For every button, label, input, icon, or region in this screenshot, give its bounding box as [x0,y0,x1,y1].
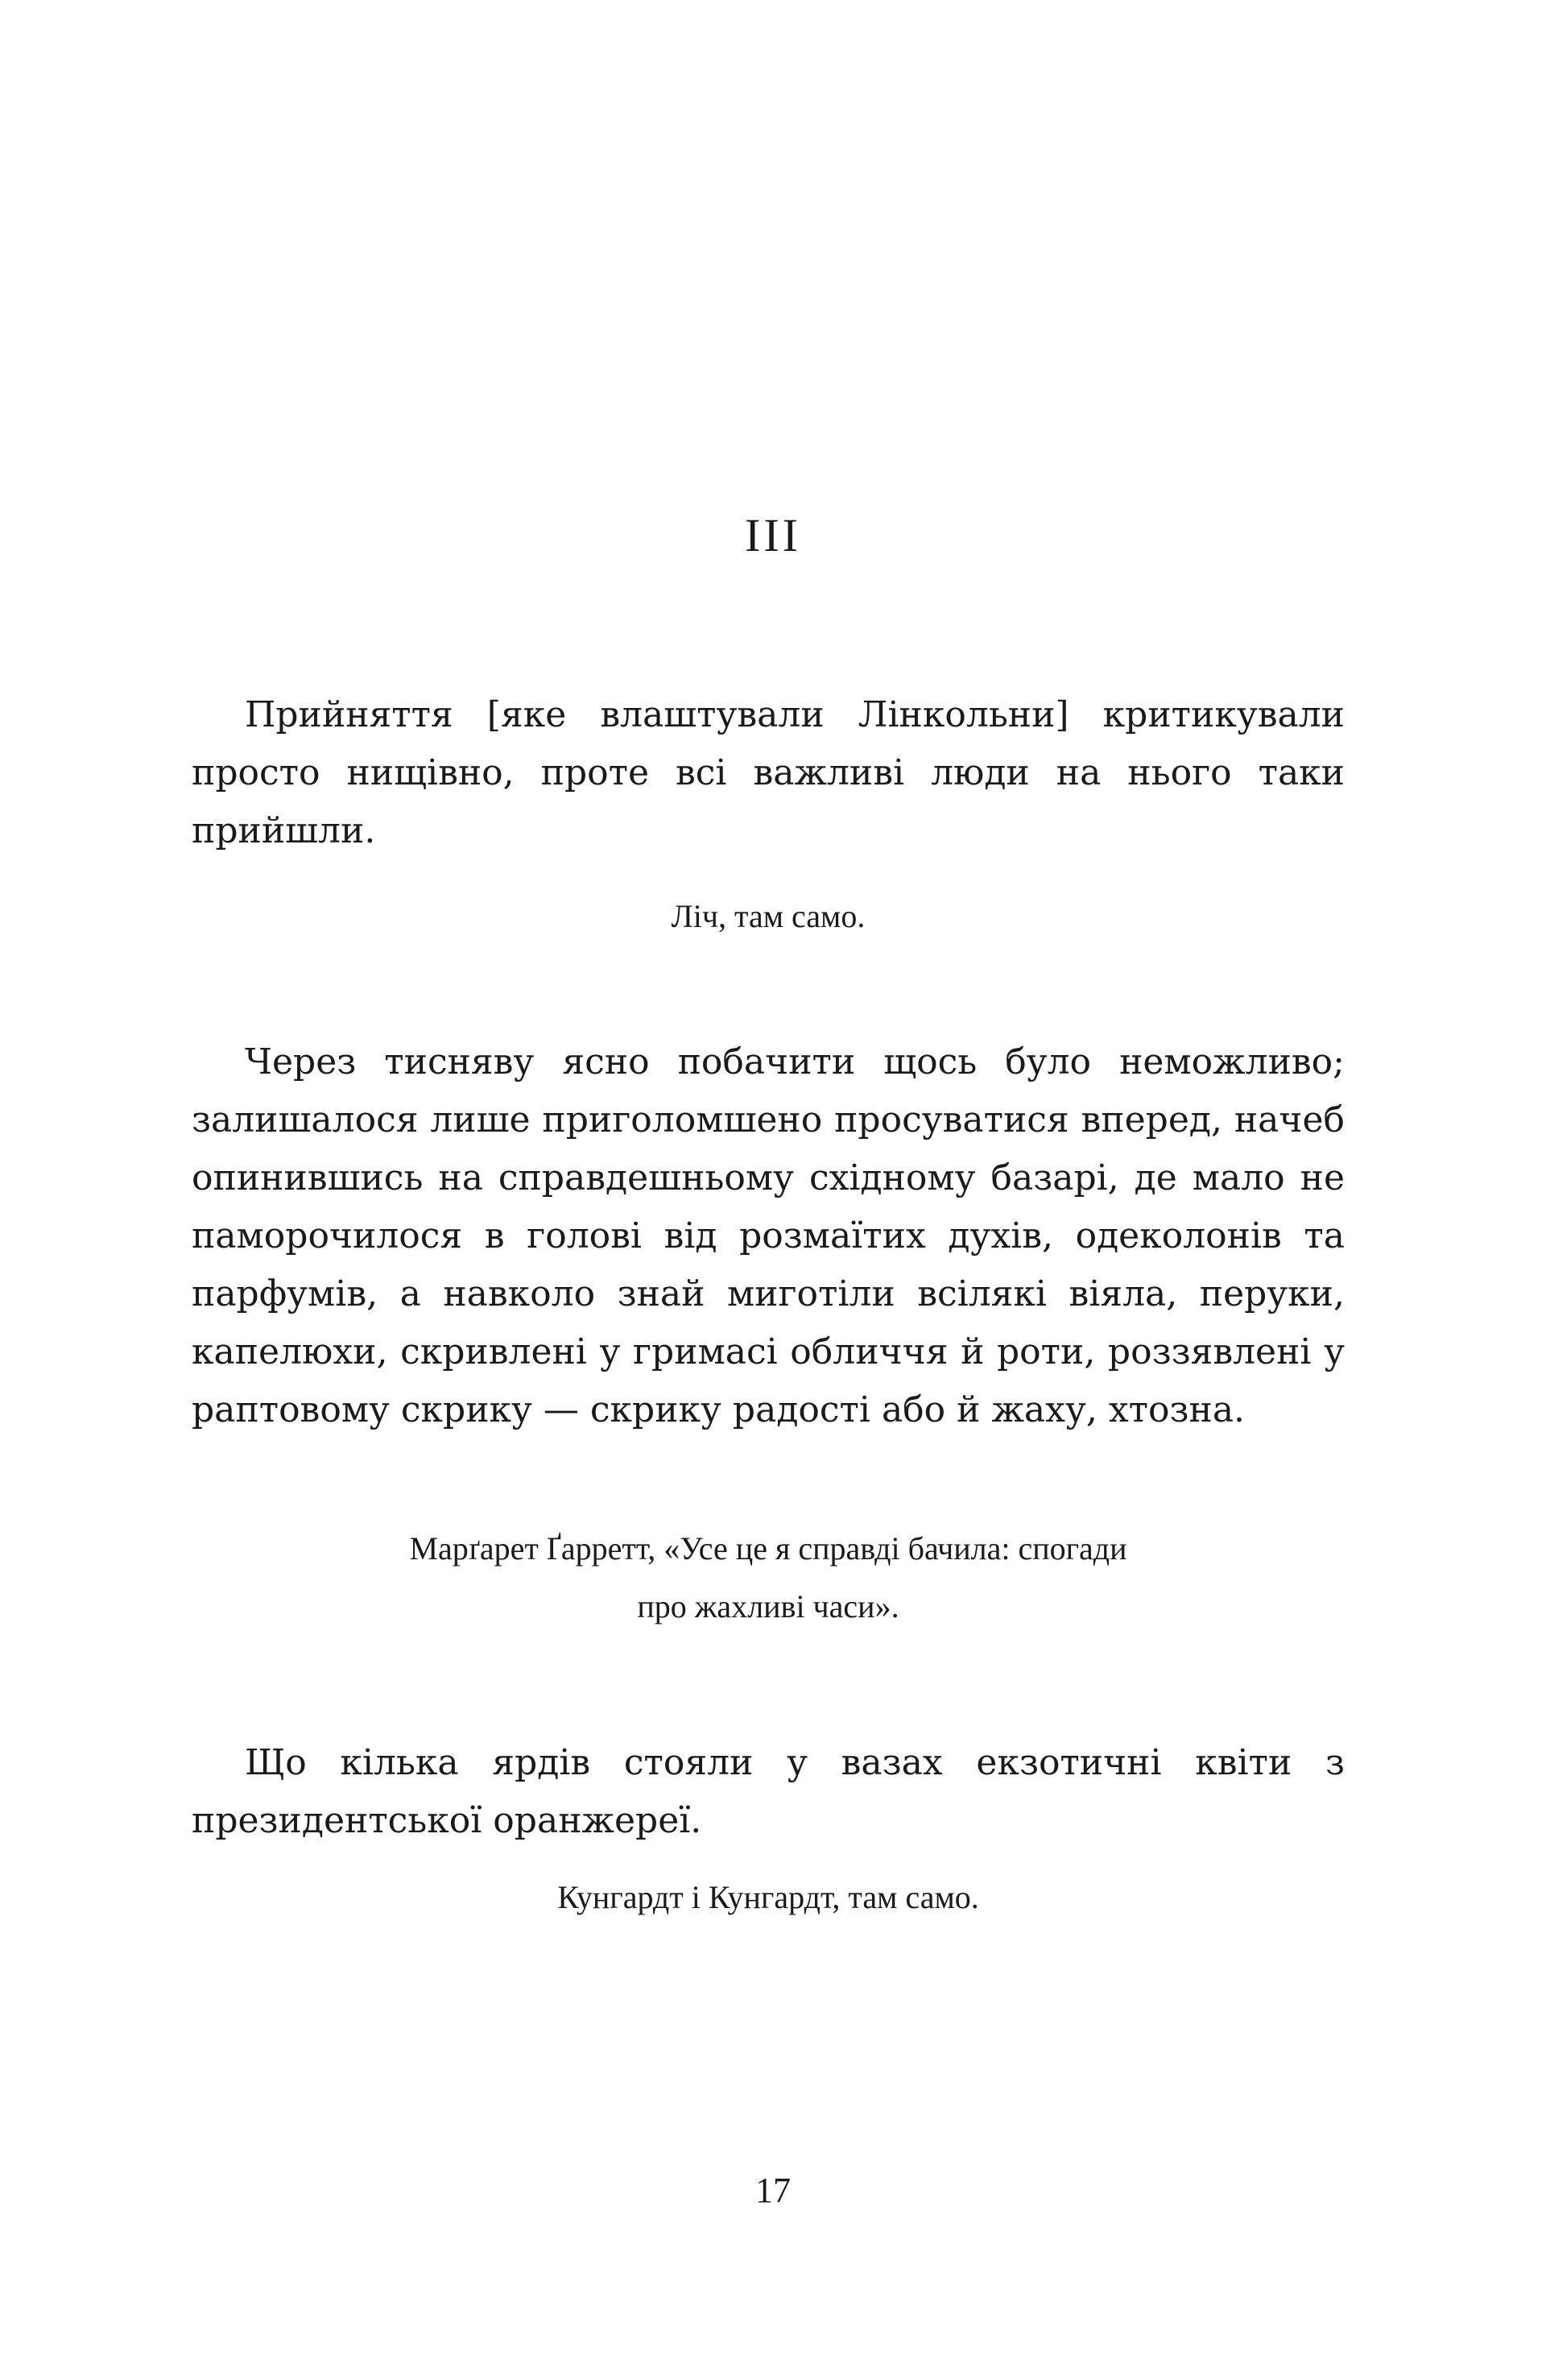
page-number: 17 [755,2171,791,2210]
quote-paragraph: Через тисняву ясно побачити щось було неможливо; залишалося лише приголомшено просуватися вперед, начеб опинившись на справдешньому східному базарі, де мало не паморочилося в голові від розмаїтих духів, одеколонів та парфумів, а навколо знай миготіли всілякі віяла, перуки, капелюхи, скривлені у гримасі обличчя й роти, роззявлені у раптовому скрику — скрику радості або й жаху, хтозна. [192,1041,1345,1430]
quote-source: Ліч, там само. [671,898,866,934]
quote-source-line: Марґарет Ґарретт, «Усе це я справді бачила: спогади [409,1530,1127,1567]
quote-source: Кунгардт і Кунгардт, там само. [557,1879,979,1915]
quote-paragraph: Прийняття [яке влаштували Лінкольни] критикували просто нищівно, проте всі важливі люди на нього таки прийшли. [192,694,1345,851]
quote-paragraph: Що кілька ярдів стояли у вазах екзотичні квіти з президентської оранжереї. [192,1742,1345,1841]
chapter-number: III [745,509,801,561]
quote-source-line: про жахливі часи». [637,1588,899,1625]
quote-source [192,1520,1345,1636]
